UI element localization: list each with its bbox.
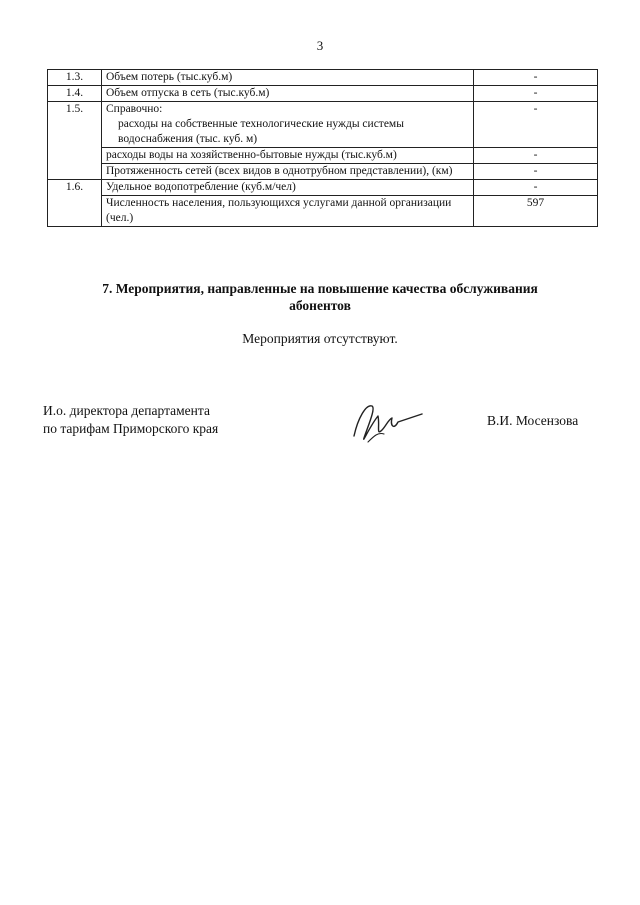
handwritten-signature [348,396,424,448]
row-number: 1.4. [48,86,102,102]
table-row [48,148,598,164]
signer-position-line: по тарифам Приморского края [43,421,219,436]
row-number: 1.3. [48,70,102,86]
row-label: Удельное водопотребление (куб.м/чел) [102,180,474,196]
table-row [48,164,598,180]
row-label: Объем потерь (тыс.куб.м) [102,70,474,86]
row-value: 597 [474,196,598,227]
signer-position [43,402,218,438]
row-label: Численность населения, пользующихся услугами данной организации (чел.) [102,196,474,227]
section-note: Мероприятия отсутствуют. [242,331,398,346]
row-label: Объем отпуска в сеть (тыс.куб.м) [102,86,474,102]
row-number: 1.6. [48,180,102,227]
row-label: расходы воды на хозяйственно-бытовые нужды (тыс.куб.м) [102,148,474,164]
table-row [48,196,598,227]
data-table [47,69,598,227]
table-row [48,180,598,196]
row-label [102,102,474,148]
row-value: - [474,102,598,148]
row-number: 1.5. [48,102,102,180]
table-row [48,86,598,102]
signer-name: В.И. Мосензова [487,413,579,428]
page-number: 3 [316,38,324,53]
table-row [48,70,598,86]
section-title-line: абонентов [289,298,351,313]
section-title [60,280,580,314]
section-title-line: 7. Мероприятия, направленные на повышение качества обслуживания [102,281,538,296]
row-value: - [474,86,598,102]
signer-position-line: И.о. директора департамента [43,403,210,418]
row-value: - [474,180,598,196]
row-value: - [474,164,598,180]
row-sublabel: расходы на собственные технологические нужды системы водоснабжения (тыс. куб. м) [118,118,404,145]
table-row [48,102,598,148]
row-value: - [474,148,598,164]
row-label: Протяженность сетей (всех видов в однотрубном представлении), (км) [102,164,474,180]
row-heading: Справочно: [106,103,163,115]
row-value: - [474,70,598,86]
